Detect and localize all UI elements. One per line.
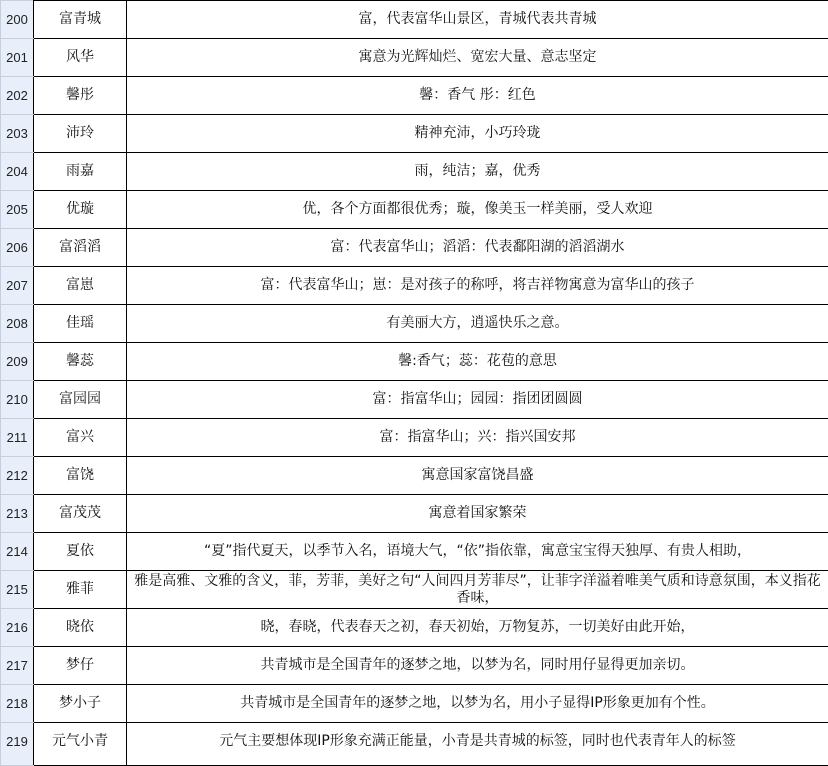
- name-cell[interactable]: 雨嘉: [34, 153, 127, 191]
- table-row: [1, 685, 828, 723]
- description-cell[interactable]: 共青城市是全国青年的逐梦之地，以梦为名，用小子显得IP形象更加有个性。: [127, 685, 828, 723]
- table-row: [1, 153, 828, 191]
- table-row: [1, 39, 828, 77]
- description-cell[interactable]: 优，各个方面都很优秀；璇，像美玉一样美丽，受人欢迎: [127, 191, 828, 229]
- description-cell[interactable]: 共青城市是全国青年的逐梦之地，以梦为名，同时用仔显得更加亲切。: [127, 647, 828, 685]
- row-number[interactable]: 207: [1, 267, 34, 305]
- description-cell[interactable]: 寓意着国家繁荣: [127, 495, 828, 533]
- row-number[interactable]: 206: [1, 229, 34, 267]
- table-row: [1, 381, 828, 419]
- description-cell[interactable]: 富：代表富华山；滔滔：代表鄱阳湖的滔滔湖水: [127, 229, 828, 267]
- description-cell[interactable]: 雨，纯洁；嘉，优秀: [127, 153, 828, 191]
- row-number[interactable]: 200: [1, 1, 34, 39]
- name-cell[interactable]: 富园园: [34, 381, 127, 419]
- name-cell[interactable]: 富兴: [34, 419, 127, 457]
- name-cell[interactable]: 富茂茂: [34, 495, 127, 533]
- name-cell[interactable]: 优璇: [34, 191, 127, 229]
- description-cell[interactable]: “夏”指代夏天，以季节入名，语境大气，“依”指依靠，寓意宝宝得天独厚、有贵人相助，: [127, 533, 828, 571]
- table-row: [1, 419, 828, 457]
- row-number[interactable]: 203: [1, 115, 34, 153]
- description-cell[interactable]: 精神充沛，小巧玲珑: [127, 115, 828, 153]
- description-cell[interactable]: 富：指富华山；兴：指兴国安邦: [127, 419, 828, 457]
- description-cell[interactable]: 馨：香气 彤：红色: [127, 77, 828, 115]
- description-cell[interactable]: 富：指富华山；园园：指团团圆圆: [127, 381, 828, 419]
- row-number[interactable]: 219: [1, 723, 34, 766]
- description-cell[interactable]: 雅是高雅、文雅的含义，菲，芳菲，美好之句“人间四月芳菲尽”，让菲字洋溢着唯美气质和诗意氛围，本义指花香味，: [127, 571, 828, 609]
- table-row: [1, 343, 828, 381]
- row-number[interactable]: 202: [1, 77, 34, 115]
- table-row: [1, 647, 828, 685]
- description-cell[interactable]: 晓，春晓，代表春天之初，春天初始，万物复苏，一切美好由此开始，: [127, 609, 828, 647]
- description-cell[interactable]: 有美丽大方，逍遥快乐之意。: [127, 305, 828, 343]
- table-row: [1, 1, 828, 39]
- table-row: [1, 115, 828, 153]
- table-row: [1, 533, 828, 571]
- name-cell[interactable]: 梦仔: [34, 647, 127, 685]
- name-cell[interactable]: 元气小青: [34, 723, 127, 766]
- row-number[interactable]: 213: [1, 495, 34, 533]
- table-row: [1, 77, 828, 115]
- table-row: [1, 457, 828, 495]
- description-cell[interactable]: 寓意为光辉灿烂、宽宏大量、意志坚定: [127, 39, 828, 77]
- row-number[interactable]: 212: [1, 457, 34, 495]
- row-number[interactable]: 209: [1, 343, 34, 381]
- name-cell[interactable]: 沛玲: [34, 115, 127, 153]
- name-cell[interactable]: 梦小子: [34, 685, 127, 723]
- row-number[interactable]: 216: [1, 609, 34, 647]
- name-cell[interactable]: 夏依: [34, 533, 127, 571]
- name-cell[interactable]: 富饶: [34, 457, 127, 495]
- name-cell[interactable]: 佳瑶: [34, 305, 127, 343]
- table-row: [1, 267, 828, 305]
- row-number[interactable]: 214: [1, 533, 34, 571]
- table-body: [1, 1, 828, 766]
- row-number[interactable]: 205: [1, 191, 34, 229]
- row-number[interactable]: 210: [1, 381, 34, 419]
- table-row: [1, 571, 828, 609]
- description-cell[interactable]: 富：代表富华山；崽：是对孩子的称呼，将吉祥物寓意为富华山的孩子: [127, 267, 828, 305]
- table-row: [1, 495, 828, 533]
- name-cell[interactable]: 馨蕊: [34, 343, 127, 381]
- row-number[interactable]: 218: [1, 685, 34, 723]
- name-cell[interactable]: 晓依: [34, 609, 127, 647]
- name-cell[interactable]: 富滔滔: [34, 229, 127, 267]
- row-number[interactable]: 215: [1, 571, 34, 609]
- table-row: [1, 305, 828, 343]
- row-number[interactable]: 204: [1, 153, 34, 191]
- name-cell[interactable]: 富崽: [34, 267, 127, 305]
- row-number[interactable]: 201: [1, 39, 34, 77]
- name-cell[interactable]: 馨彤: [34, 77, 127, 115]
- name-cell[interactable]: 富青城: [34, 1, 127, 39]
- description-cell[interactable]: 富，代表富华山景区，青城代表共青城: [127, 1, 828, 39]
- table-row: [1, 229, 828, 267]
- name-cell[interactable]: 风华: [34, 39, 127, 77]
- description-cell[interactable]: 馨:香气；蕊：花苞的意思: [127, 343, 828, 381]
- table-row: [1, 191, 828, 229]
- name-cell[interactable]: 雅菲: [34, 571, 127, 609]
- row-number[interactable]: 217: [1, 647, 34, 685]
- row-number[interactable]: 211: [1, 419, 34, 457]
- row-number[interactable]: 208: [1, 305, 34, 343]
- description-cell[interactable]: 寓意国家富饶昌盛: [127, 457, 828, 495]
- description-cell[interactable]: 元气主要想体现IP形象充满正能量，小青是共青城的标签，同时也代表青年人的标签: [127, 723, 828, 766]
- table-row: [1, 723, 828, 766]
- table-row: [1, 609, 828, 647]
